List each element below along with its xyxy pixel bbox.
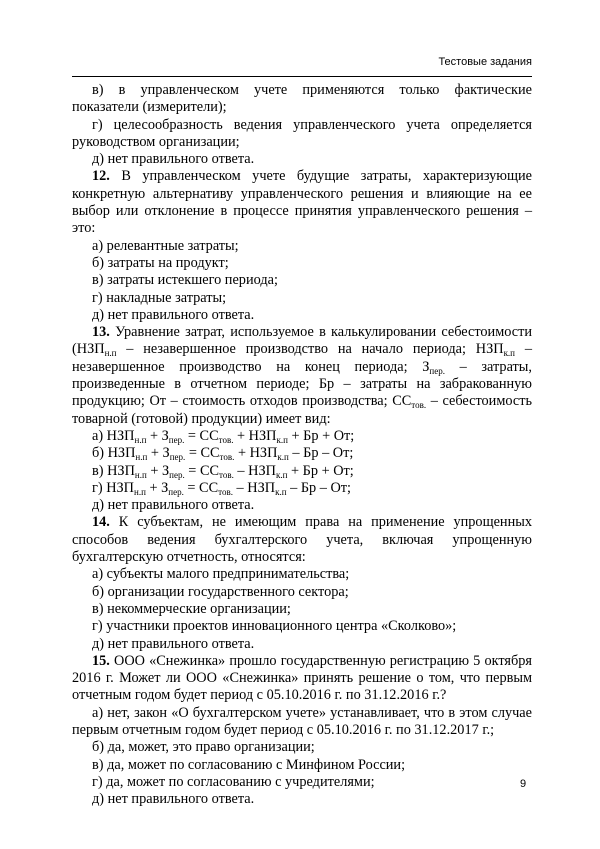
q13-option: д) нет правильного ответа. bbox=[92, 497, 255, 514]
q12-number: 12. bbox=[92, 168, 110, 185]
q13-subscript: н.п bbox=[104, 348, 117, 359]
q12-text: В управленческом учете будущие затраты, характеризующие конкретную альтернативу управленческого решения и влияющие на ее выбор или отклонение в процессе принятия управленческого решения – это: bbox=[72, 168, 532, 237]
page-content bbox=[72, 82, 532, 808]
q14-question bbox=[72, 514, 532, 566]
q13-text-part: – незавершенное производство на конец периода; З bbox=[72, 341, 532, 375]
q11-option-v: в) в управленческом учете применяются только фактические показатели (измерители); bbox=[72, 82, 532, 116]
q13-option: а) $НЗП_{н.п} + З_{пер.} = СС_{тов.} + НЗП_{к.п}$ + Бр + От; bbox=[92, 427, 355, 445]
q13-text-part: – себестоимость товарной (готовой) продукции) имеет вид: bbox=[72, 393, 532, 427]
q15-question bbox=[72, 653, 532, 705]
q15-option: д) нет правильного ответа. bbox=[92, 791, 255, 808]
q14-option: б) организации государственного сектора; bbox=[92, 583, 349, 600]
q13-question bbox=[72, 324, 532, 428]
q13-subscript: к.п bbox=[503, 348, 516, 359]
q12-option: д) нет правильного ответа. bbox=[92, 306, 255, 323]
q12-question bbox=[72, 168, 532, 237]
q15-number: 15. bbox=[92, 652, 110, 669]
q11-option-d: д) нет правильного ответа. bbox=[92, 151, 255, 168]
q11-option-g: г) целесообразность ведения управленческого учета определяется руководством организации; bbox=[72, 116, 532, 150]
q12-option: в) затраты истекшего периода; bbox=[92, 272, 278, 289]
q13-text-part: – незавершенное производство на начало периода; НЗП bbox=[116, 341, 504, 358]
running-header: Тестовые задания bbox=[72, 56, 532, 77]
q13-subscript: пер. bbox=[429, 365, 445, 376]
q15-text: ООО «Снежинка» прошло государственную регистрацию 5 октября 2016 г. Может ли ООО «Снежинка» принять решение о том, что первым отчетным годом будет период с 05.10.2016 г. по 31.12.2016 г.? bbox=[72, 652, 532, 704]
q12-option: а) релевантные затраты; bbox=[92, 237, 239, 254]
q12-option: б) затраты на продукт; bbox=[92, 254, 229, 271]
q15-option: б) да, может, это право организации; bbox=[92, 739, 315, 756]
q14-option: а) субъекты малого предпринимательства; bbox=[92, 566, 350, 583]
q14-option: д) нет правильного ответа. bbox=[92, 635, 255, 652]
q15-option-a: а) нет, закон «О бухгалтерском учете» устанавливает, что в этом случае первым отчетным годом будет период с 05.10.2016 г. по 31.12.2017 г.; bbox=[72, 704, 532, 738]
q13-option: в) $НЗП_{н.п} + З_{пер.} = СС_{тов.} - НЗП_{к.п}$ + Бр + От; bbox=[92, 462, 354, 480]
q14-text: К субъектам, не имеющим права на применение упрощенных способов ведения бухгалтерского учета, включая упрощенную бухгалтерскую отчетность, относятся: bbox=[72, 514, 532, 566]
q14-option: г) участники проектов инновационного центра «Сколково»; bbox=[92, 618, 457, 635]
q13-option: г) $НЗП_{н.п} + З_{пер.} = СС_{тов.} - НЗП_{к.п}$ – Бр – От; bbox=[92, 479, 352, 497]
q13-option: б) $НЗП_{н.п} + З_{пер.} = СС_{тов.} + НЗП_{к.п}$ – Бр – От; bbox=[92, 445, 354, 463]
q12-option: г) накладные затраты; bbox=[92, 289, 227, 306]
q15-option: г) да, может по согласованию с учредителями; bbox=[92, 773, 375, 790]
q13-text-part: Уравнение затрат, используемое в калькулировании себестоимости (НЗП bbox=[72, 324, 532, 358]
q14-option: в) некоммерческие организации; bbox=[92, 600, 291, 617]
page-number: 9 bbox=[520, 778, 527, 790]
q13-number: 13. bbox=[92, 324, 110, 341]
q14-number: 14. bbox=[92, 514, 110, 531]
q15-option: в) да, может по согласованию с Минфином России; bbox=[92, 756, 406, 773]
q13-subscript: тов. bbox=[411, 400, 427, 411]
q13-text-part: – затраты, произведенные в отчетном периоде; Бр – затраты на забракованную продукцию; От – стоимость отходов производства; СС bbox=[72, 358, 532, 410]
